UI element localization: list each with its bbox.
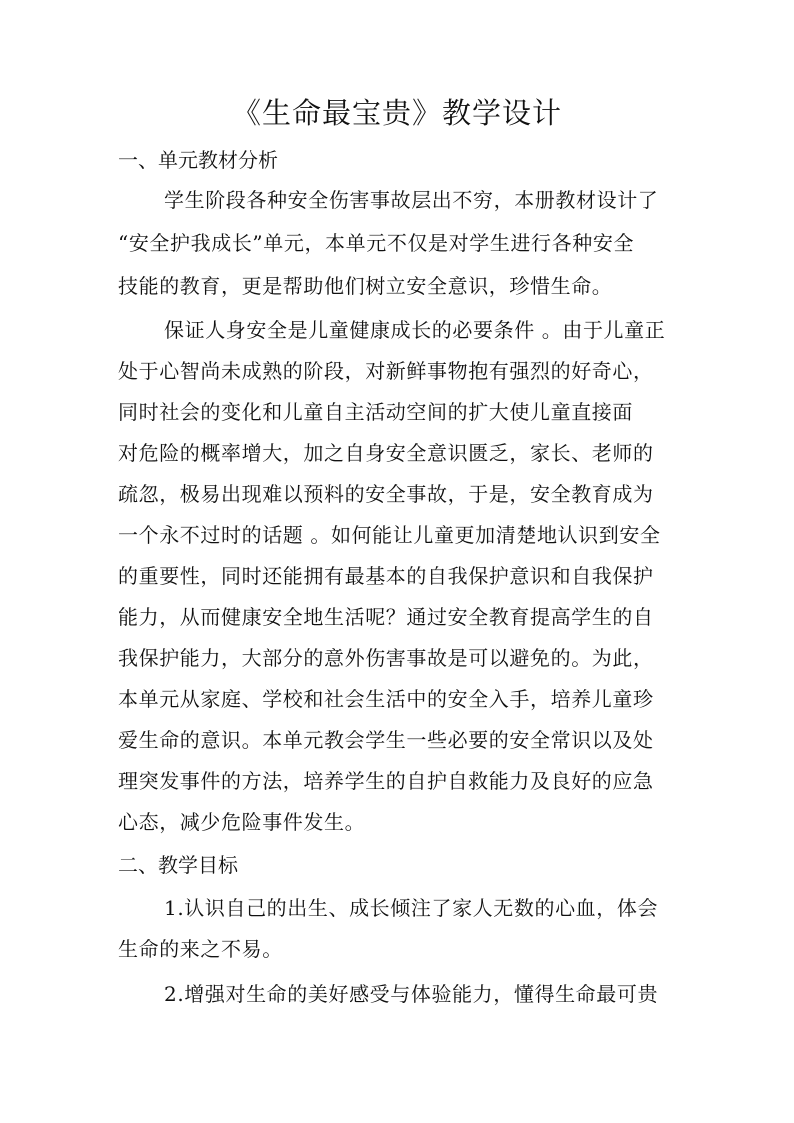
- goal-line: 生命的来之不易。: [118, 937, 283, 961]
- paragraph-line: 本单元从家庭、学校和社会生活中的安全入手，培养儿童珍: [118, 687, 654, 711]
- paragraph-line: 能力，从而健康安全地生活呢？通过安全教育提高学生的自: [118, 605, 654, 629]
- paragraph-line: 爱生命的意识。本单元教会学生一些必要的安全常识以及处: [118, 728, 654, 752]
- paragraph-line: 学生阶段各种安全伤害事故层出不穷，本册教材设计了: [164, 188, 659, 212]
- paragraph-line: 技能的教育，更是帮助他们树立安全意识，珍惜生命。: [118, 274, 613, 298]
- goal-line: 1.认识自己的出生、成长倾注了家人无数的心血，体会: [164, 896, 659, 920]
- section-heading-unit-analysis: 一、单元教材分析: [118, 148, 278, 172]
- paragraph-line: 同时社会的变化和儿童自主活动空间的扩大使儿童直接面: [118, 400, 633, 424]
- paragraph-line: 的重要性，同时还能拥有最基本的自我保护意识和自我保护: [118, 564, 654, 588]
- section-heading-teaching-goals: 二、教学目标: [118, 853, 238, 877]
- paragraph-line: 对危险的概率增大，加之自身安全意识匮乏，家长、老师的: [118, 441, 654, 465]
- paragraph-line: 疏忽，极易出现难以预料的安全事故，于是，安全教育成为: [118, 482, 654, 506]
- paragraph-line: 保证人身安全是儿童健康成长的必要条件 。由于儿童正: [164, 318, 666, 342]
- paragraph-line: 我保护能力，大部分的意外伤害事故是可以避免的。为此，: [118, 646, 654, 670]
- goal-line: 2.增强对生命的美好感受与体验能力，懂得生命最可贵: [164, 982, 659, 1006]
- paragraph-line: “安全护我成长”单元，本单元不仅是对学生进行各种安全: [118, 231, 635, 255]
- paragraph-line: 一个永不过时的话题 。如何能让儿童更加清楚地认识到安全: [118, 523, 661, 547]
- paragraph-line: 心态，减少危险事件发生。: [118, 810, 366, 834]
- paragraph-line: 处于心智尚未成熟的阶段，对新鲜事物抱有强烈的好奇心，: [118, 359, 654, 383]
- document-title: 《生命最宝贵》教学设计: [231, 96, 562, 130]
- paragraph-line: 理突发事件的方法，培养学生的自护自救能力及良好的应急: [118, 769, 654, 793]
